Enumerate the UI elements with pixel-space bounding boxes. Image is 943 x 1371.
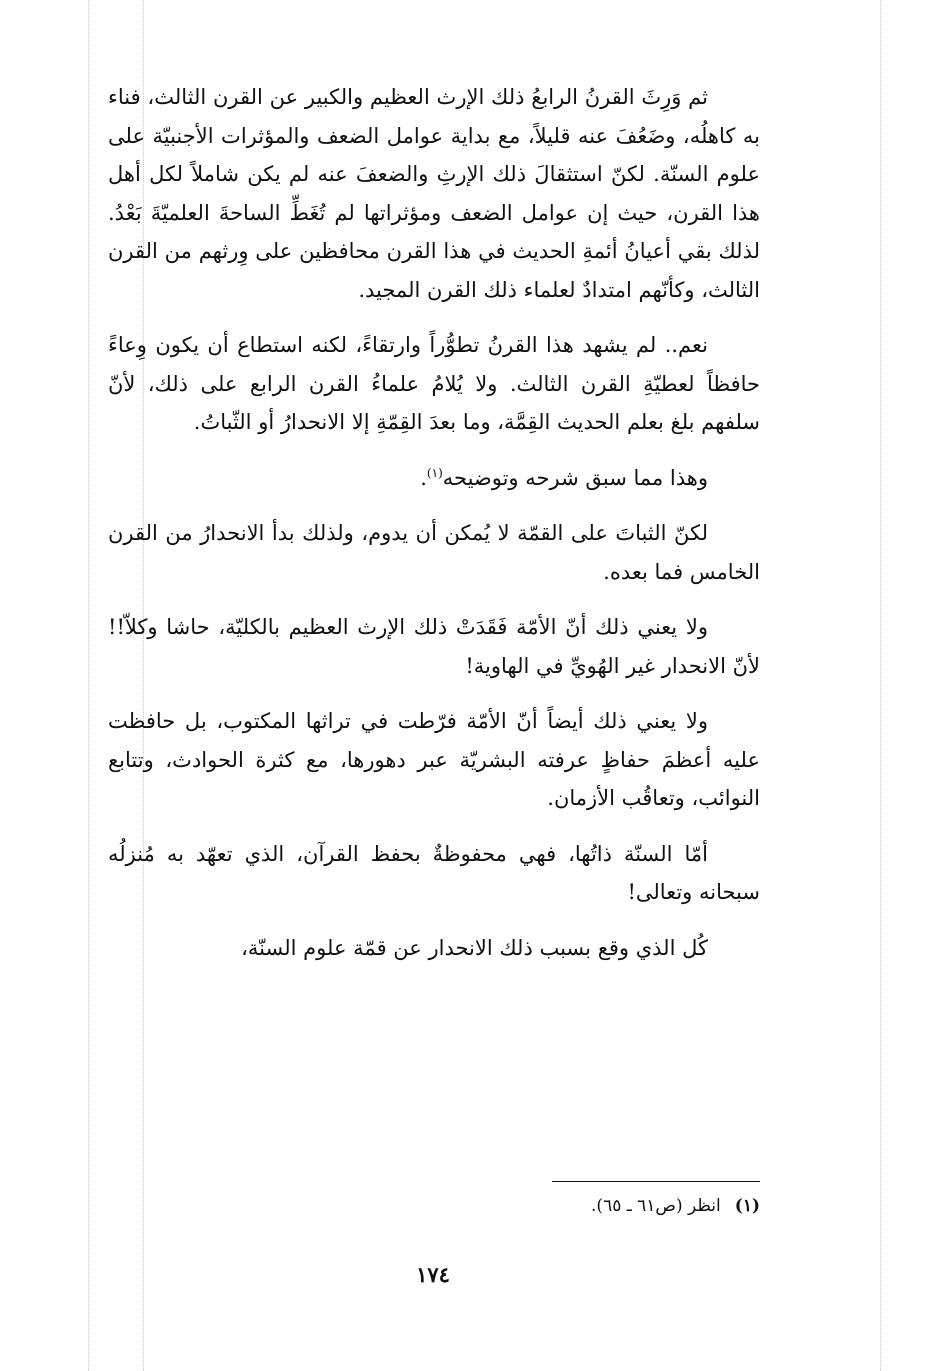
margin-guide-line — [88, 0, 89, 1371]
paragraph-decline: لكنّ الثباتَ على القمّة لا يُمكن أن يدوم، ولذلك بدأ الانحدارُ من القرن الخامس فما بعده. — [108, 521, 760, 584]
paragraph-not-lost: ولا يعني ذلك أنّ الأمّة فَقَدَتْ ذلك الإرث العظيم بالكليّة، حاشا وكلاّ!! لأنّ الانحدار غير الهُويِّ في الهاوية! — [108, 615, 760, 678]
cited-sentence-end: . — [420, 465, 427, 490]
footnote — [108, 1192, 760, 1220]
footnote-number: (١) — [734, 1196, 760, 1216]
margin-guide-line — [880, 0, 881, 1371]
cited-sentence-text: وهذا مما سبق شرحه وتوضيحه — [442, 465, 708, 490]
paragraph-sunnah-preserved: أمّا السنّة ذاتُها، فهي محفوظةٌ بحفظ القرآن، الذي تعهّد به مُنزلُه سبحانه وتعالى! — [108, 841, 760, 904]
paragraph-heritage: ولا يعني ذلك أيضاً أنّ الأمّة فرّطت في تراثها المكتوب، بل حافظت عليه أعظمَ حفاظٍ عرفته البشريّة عبر دهورها، مع كثرة الحوادث، وتتابع النوائب، وتعاقُب الأزمان. — [108, 709, 760, 810]
paragraph-continuation: كُل الذي وقع بسبب ذلك الانحدار عن قمّة علوم السنّة، — [241, 935, 708, 960]
paragraph-inheritance: ثم وَرِثَ القرنُ الرابعُ ذلك الإرث العظيم والكبير عن القرن الثالث، فناء به كاهلُه، وضَعُفَ عنه قليلاً، مع بداية عوامل الضعف والمؤثرات الأجنبيّة على علوم السنّة. لكنّ استثقالَ ذلك الإرثِ والضعفَ عنه لم يكن شاملاً لكل أهل هذا القرن، حيث إن عوامل الضعف ومؤثراتها لم تُغَطِّ الساحةَ العلميّةَ بَعْدُ. لذلك بقي أعيانُ أئمةِ الحديث في هذا القرن محافظين على وِرثهم من القرن الثالث، وكأنّهم امتدادٌ لعلماء ذلك القرن المجيد. — [108, 85, 760, 302]
paragraph-cited — [108, 459, 760, 498]
footnote-text: انظر (ص٦١ ـ ٦٥). — [591, 1196, 721, 1216]
page-number: ١٧٤ — [416, 1262, 450, 1287]
footnote-divider — [552, 1181, 760, 1182]
footnote-reference: (١) — [426, 465, 443, 480]
main-text — [108, 78, 760, 984]
paragraph-preservation: نعم.. لم يشهد هذا القرنُ تطوُّراً وارتقاءً، لكنه استطاع أن يكون وِعاءً حافظاً لعطيّةِ القرن الثالث. ولا يُلامُ علماءُ القرن الرابع على ذلك، لأنّ سلفهم بلغ بعلم الحديث القِمَّة، وما بعدَ القِمّةِ إلا الانحدارُ أو الثّباتُ. — [108, 333, 760, 434]
